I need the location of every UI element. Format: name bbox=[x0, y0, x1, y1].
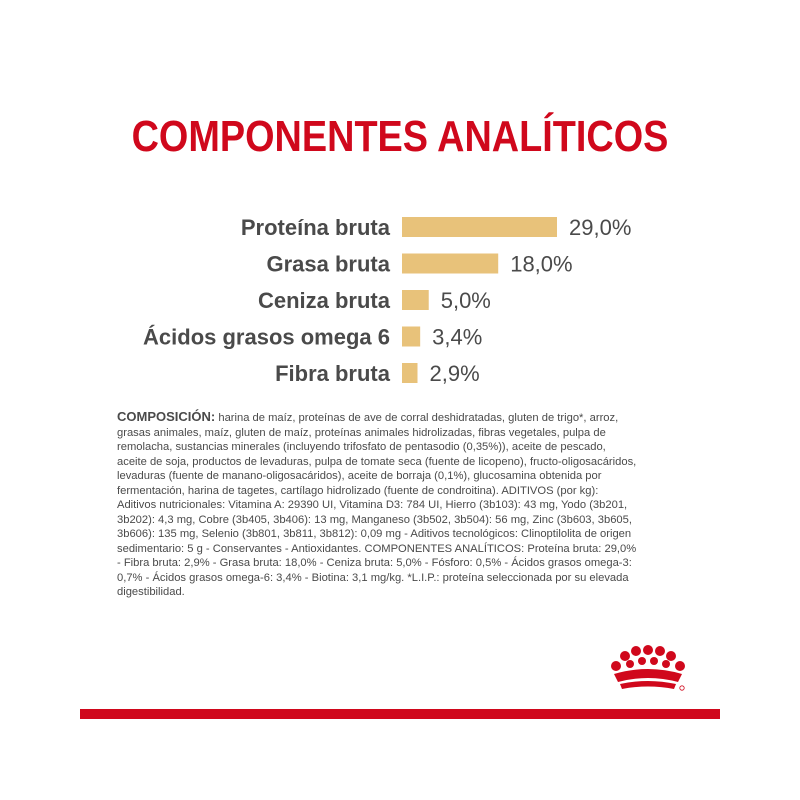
composition-text bbox=[117, 410, 637, 600]
category-label: Ácidos grasos omega 6 bbox=[143, 324, 390, 350]
bar bbox=[402, 217, 557, 237]
bar bbox=[402, 290, 429, 310]
bar bbox=[402, 254, 498, 274]
value-label: 3,4% bbox=[432, 324, 483, 350]
composition-body: harina de maíz, proteínas de ave de corral deshidratadas, gluten de trigo*, arroz, grasas animales, maíz, gluten de maíz, proteínas animales hidrolizadas, fibras vegetales, pulpa de remolacha, sustancias minerales (incluyendo trifosfato de pentasodio (0,35%)), aceite de pescado, aceite de soja, productos de levaduras, pulpa de tomate seca (fuente de licopeno), fructo-oligosacáridos, levaduras (fuente de manano-oligosacáridos), aceite de borraja (0,1%), glucosamina obtenida por fermentación, harina de tagetes, cartílago hidrolizado (fuente de condroitina). ADITIVOS (por kg): Aditivos nutricionales: Vitamina A: 29390 UI, Vitamina D3: 784 UI, Hierro (3b103): 43 mg, Yodo (3b201, 3b202): 4,3 mg, Cobre (3b405, 3b406): 13 mg, Manganeso (3b502, 3b504): 56 mg, Zinc (3b603, 3b605, 3b606): 135 mg, Selenio (3b801, 3b811, 3b812): 0,09 mg - Aditivos tecnológicos: Clinoptilolita de origen sedimentario: 5 g - Conservantes - Antioxidantes. COMPONENTES ANALÍTICOS: Proteína bruta: 29,0% - Fibra bruta: 2,9% - Grasa bruta: 18,0% - Ceniza bruta: 5,0% - Fósforo: 0,5% - Ácidos grasos omega-3: 0,7% - Ácidos grasos omega-6: 3,4% - Biotina: 3,1 mg/kg. *L.I.P.: proteína seleccionada por su elevada digestibilidad. bbox=[117, 412, 637, 598]
category-label: Grasa bruta bbox=[266, 251, 390, 277]
category-label: Ceniza bruta bbox=[257, 288, 390, 313]
category-label: Fibra bruta bbox=[275, 361, 390, 386]
value-label: 18,0% bbox=[510, 251, 573, 277]
composition-label: COMPOSICIÓN: bbox=[117, 409, 216, 424]
page-title: COMPONENTES ANALÍTICOS bbox=[131, 112, 669, 161]
analytic-components-chart bbox=[0, 200, 800, 390]
royal-canin-crown-icon bbox=[604, 644, 688, 694]
value-label: 5,0% bbox=[440, 288, 491, 313]
bar bbox=[402, 327, 420, 347]
value-label: 2,9% bbox=[429, 361, 480, 386]
bottom-divider-bar bbox=[80, 709, 720, 719]
bar bbox=[402, 363, 418, 383]
category-label: Proteína bruta bbox=[240, 215, 390, 240]
value-label: 29,0% bbox=[569, 215, 632, 240]
